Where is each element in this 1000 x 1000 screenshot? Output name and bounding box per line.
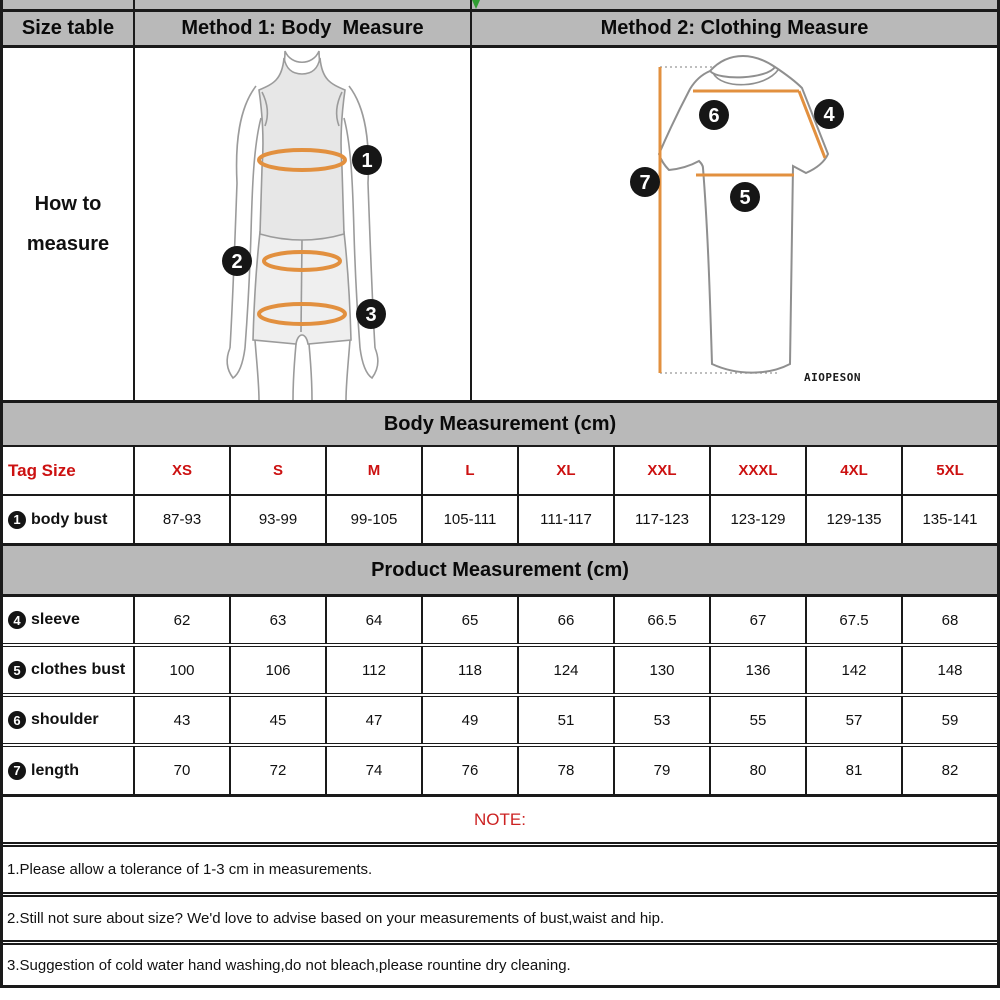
size-column-header: 4XL	[807, 447, 903, 494]
length-row	[3, 747, 997, 797]
measure-value: 66	[519, 597, 615, 643]
note-row-1: 1.Please allow a tolerance of 1-3 cm in measurements.	[3, 847, 997, 897]
body-measurement-rows	[3, 496, 997, 545]
measure-value: 82	[941, 762, 959, 779]
product-measurement-rows	[3, 597, 997, 797]
clothing-measure-illustration	[472, 48, 997, 400]
size-column-header: XL	[519, 447, 615, 494]
measure-value: 112	[327, 647, 423, 693]
method-header-row	[3, 9, 997, 48]
shoulder-row	[3, 697, 997, 747]
body-measure-illustration-cell	[135, 48, 472, 400]
measure-value: 74	[327, 747, 423, 794]
measure-value: 123-129	[711, 496, 807, 543]
measure-value: 59	[941, 711, 959, 729]
method1-header: Method 1: Body Measure	[135, 12, 472, 45]
tag-size-row	[3, 447, 997, 496]
row-label-length	[3, 747, 135, 794]
shirt-marker-6: 6	[708, 105, 720, 127]
measure-value: 62	[135, 597, 231, 643]
measure-value: 53	[615, 697, 711, 743]
method2-header: Method 2: Clothing Measure	[600, 17, 869, 39]
measure-value: 65	[423, 597, 519, 643]
note-row-2: 2.Still not sure about size? We'd love to advise based on your measurements of bust,waist and hip.	[3, 897, 997, 945]
body-bust-row	[3, 496, 997, 545]
measure-value: 135-141	[922, 511, 978, 528]
measure-value: 111-117	[519, 496, 615, 543]
measure-value: 72	[231, 747, 327, 794]
row-label-text: shoulder	[31, 711, 99, 728]
measure-value: 67	[711, 597, 807, 643]
measure-value: 45	[231, 697, 327, 743]
measure-value: 136	[711, 647, 807, 693]
measure-value: 51	[519, 697, 615, 743]
measure-value: 87-93	[135, 496, 231, 543]
note-row-3: 3.Suggestion of cold water hand washing,do not bleach,please rountine dry cleaning.	[3, 945, 997, 988]
size-column-header: XXL	[615, 447, 711, 494]
marker-badge: 5	[8, 661, 26, 679]
sleeve-row	[3, 597, 997, 647]
measure-value: 118	[423, 647, 519, 693]
measure-value: 63	[231, 597, 327, 643]
measure-value: 80	[711, 747, 807, 794]
size-column-header: XXXL	[711, 447, 807, 494]
shirt-marker-7: 7	[639, 172, 651, 194]
body-figure	[227, 51, 378, 400]
marker-badge: 1	[8, 511, 26, 529]
measure-value: 70	[135, 747, 231, 794]
green-corner-flag	[472, 0, 480, 9]
body-marker-2: 2	[231, 251, 243, 273]
measure-value: 142	[807, 647, 903, 693]
clothes-bust-row	[3, 647, 997, 697]
row-label-shoulder	[3, 697, 135, 743]
illustration-row	[3, 48, 997, 400]
measure-value: 81	[807, 747, 903, 794]
row-label-text: length	[31, 761, 79, 779]
measure-value: 67.5	[807, 597, 903, 643]
shirt-marker-5: 5	[739, 187, 751, 209]
row-label-sleeve	[3, 597, 135, 643]
how-to-line1: How to	[34, 193, 102, 215]
measure-value: 93-99	[231, 496, 327, 543]
size-column-header: L	[423, 447, 519, 494]
note-title: NOTE:	[3, 797, 997, 847]
size-table-header: Size table	[3, 12, 135, 45]
measure-value: 100	[135, 647, 231, 693]
measure-value: 105-111	[423, 496, 519, 543]
row-label-text: body bust	[31, 510, 108, 528]
clothing-measure-illustration-cell	[472, 48, 997, 400]
how-to-measure-cell	[3, 48, 135, 400]
body-measure-illustration	[135, 48, 470, 400]
row-label-clothes-bust	[3, 647, 135, 693]
measure-value: 124	[519, 647, 615, 693]
measure-value: 64	[327, 597, 423, 643]
measure-value: 148	[937, 661, 963, 679]
measure-value: 66.5	[615, 597, 711, 643]
note-rows	[3, 847, 997, 988]
row-label-body-bust	[3, 496, 135, 543]
marker-badge: 4	[8, 611, 26, 629]
measure-value: 57	[807, 697, 903, 743]
size-column-header: XS	[135, 447, 231, 494]
body-measurement-title: Body Measurement (cm)	[3, 400, 997, 447]
product-measurement-title: Product Measurement (cm)	[3, 545, 997, 597]
measure-value: 129-135	[807, 496, 903, 543]
column-divider	[133, 0, 135, 9]
measure-value: 130	[615, 647, 711, 693]
size-column-header: M	[327, 447, 423, 494]
measure-value: 79	[615, 747, 711, 794]
measure-value: 49	[423, 697, 519, 743]
body-marker-1: 1	[361, 150, 373, 172]
measure-value: 47	[327, 697, 423, 743]
tag-size-label: Tag Size	[3, 447, 135, 494]
marker-badge: 6	[8, 711, 26, 729]
top-edge-strip	[3, 0, 997, 9]
measure-value: 68	[941, 611, 959, 629]
measure-value: 43	[135, 697, 231, 743]
measure-value: 78	[519, 747, 615, 794]
how-to-line2: measure	[26, 233, 110, 255]
brand-text: AIOPESON	[804, 371, 861, 384]
body-marker-3: 3	[365, 304, 377, 326]
shirt-marker-4: 4	[823, 104, 835, 126]
measure-value: 99-105	[327, 496, 423, 543]
size-column-header: 5XL	[936, 462, 964, 479]
measure-value: 117-123	[615, 496, 711, 543]
measure-value: 106	[231, 647, 327, 693]
measure-value: 76	[423, 747, 519, 794]
size-column-header: S	[231, 447, 327, 494]
row-label-text: sleeve	[31, 611, 80, 628]
measure-value: 55	[711, 697, 807, 743]
marker-badge: 7	[8, 762, 26, 780]
row-label-text: clothes bust	[31, 661, 126, 678]
